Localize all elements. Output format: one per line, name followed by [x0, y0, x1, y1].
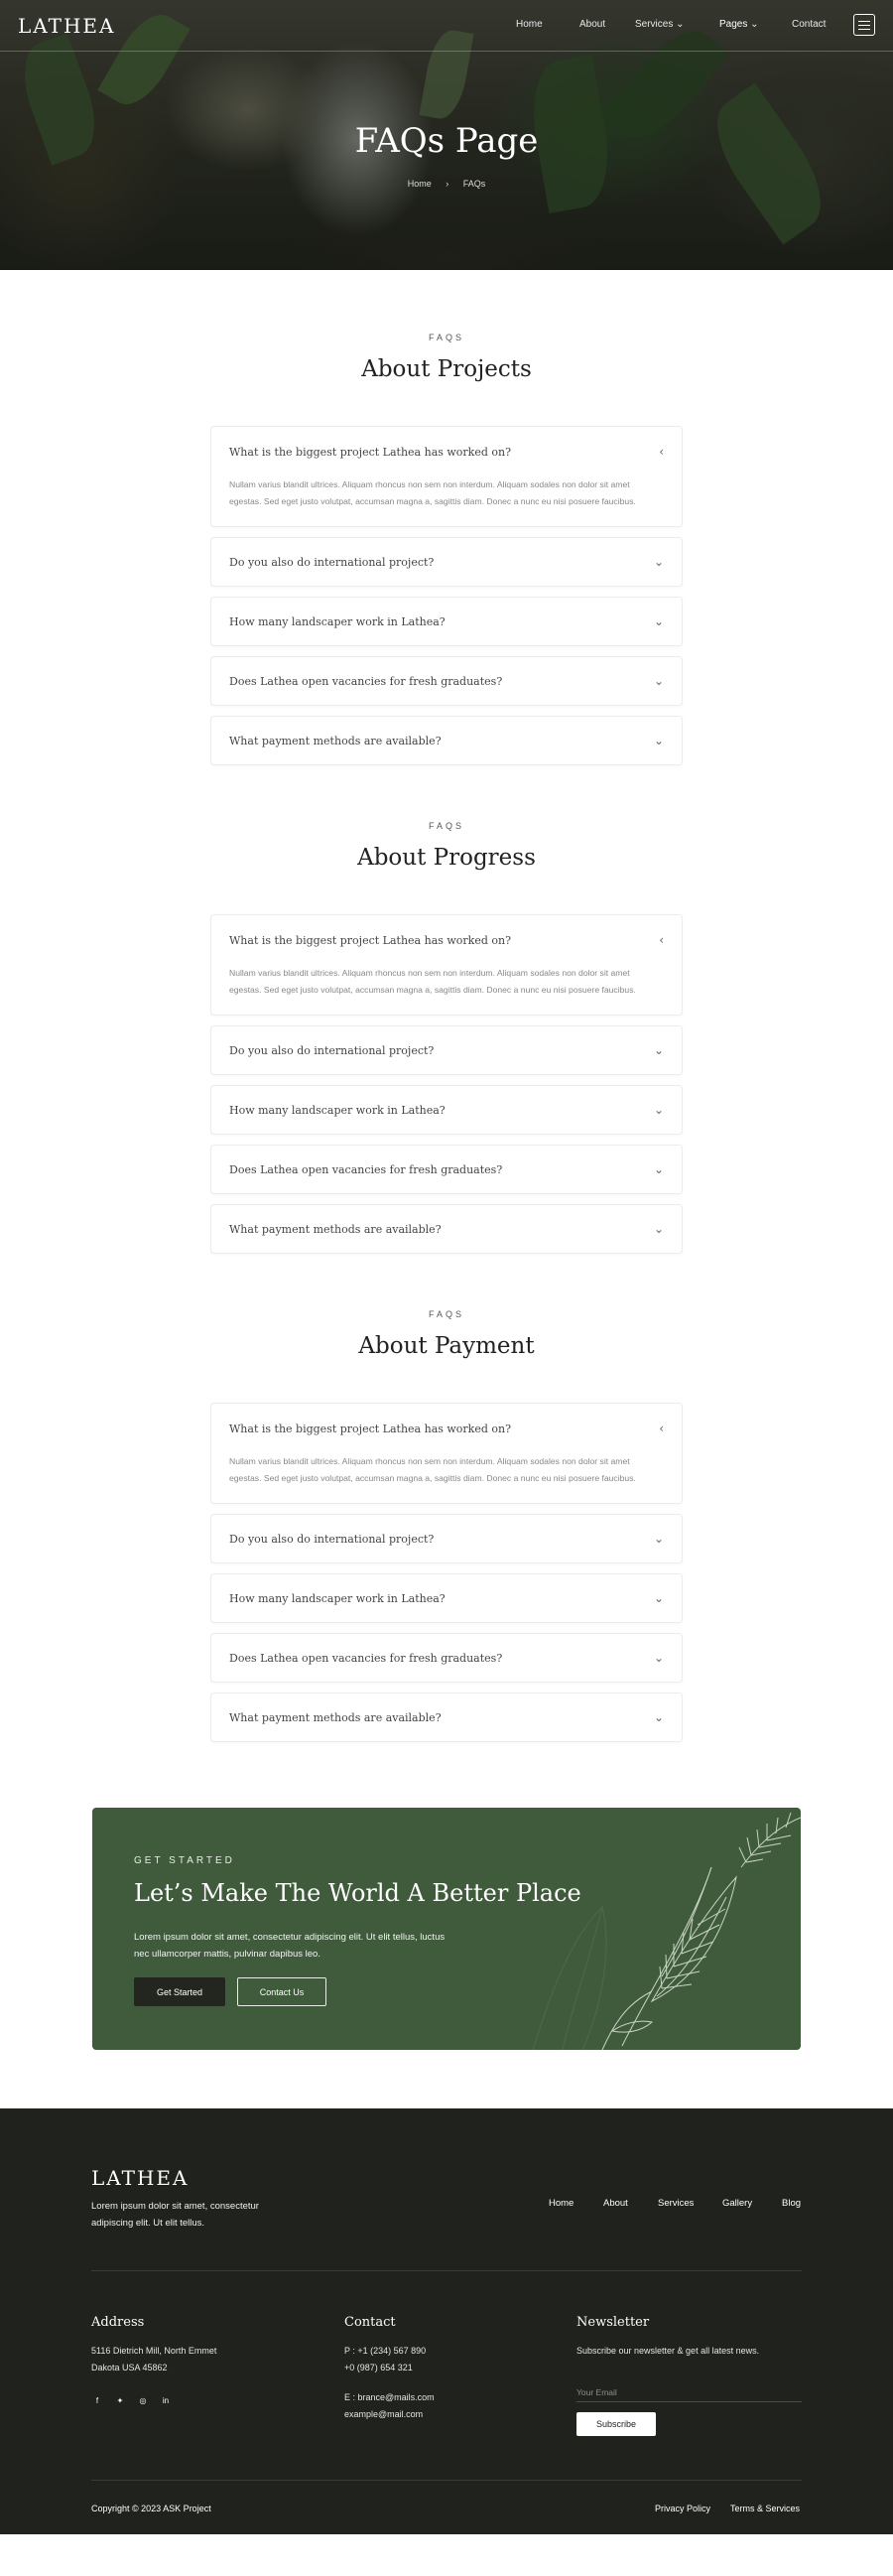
footer-logo[interactable]: LATHEA: [91, 2166, 190, 2190]
chevron-down-icon[interactable]: ⌄: [653, 555, 664, 569]
nav-pages[interactable]: Pages ⌄: [719, 19, 759, 30]
section-title: About Payment: [358, 1333, 535, 1359]
section-title: About Projects: [361, 356, 532, 382]
faq-question[interactable]: Do you also do international project?: [229, 1043, 435, 1057]
privacy-policy-link[interactable]: Privacy Policy: [655, 2504, 711, 2513]
section-eyebrow: FAQS: [428, 1309, 464, 1319]
faq-item[interactable]: [210, 656, 683, 706]
subscribe-button[interactable]: Subscribe: [576, 2412, 656, 2436]
faq-item[interactable]: [210, 1025, 683, 1075]
section-eyebrow: FAQS: [428, 333, 464, 342]
cta-title: Let’s Make The World A Better Place: [134, 1879, 581, 1907]
chevron-down-icon[interactable]: ⌄: [653, 1532, 664, 1546]
faq-question[interactable]: What payment methods are available?: [229, 1222, 442, 1236]
faq-question[interactable]: What is the biggest project Lathea has worked on?: [229, 933, 512, 947]
faq-section-progress: [0, 821, 893, 1254]
breadcrumb: [0, 179, 893, 189]
nav-about[interactable]: About: [579, 19, 606, 30]
faq-question[interactable]: What is the biggest project Lathea has worked on?: [229, 445, 512, 459]
breadcrumb-home[interactable]: Home: [407, 179, 432, 189]
newsletter-text: Subscribe our newsletter & get all latest news.: [576, 2346, 760, 2356]
top-navbar: [0, 0, 893, 52]
terms-link[interactable]: Terms & Services: [730, 2504, 801, 2513]
faq-answer: Nullam varius blandit ultrices. Aliquam rhoncus non sem non interdum. Aliquam sodales non dolor sit amet egestas. Sed eget justo volutpat, accumsan magna a, sagittis diam. Donec a nunc eu nisi posuere faucibus.: [229, 968, 636, 995]
chevron-left-icon[interactable]: ‹: [659, 1422, 664, 1435]
contact-heading: Contact: [344, 2315, 396, 2330]
faq-question[interactable]: How many landscaper work in Lathea?: [229, 1103, 446, 1117]
breadcrumb-current: FAQs: [462, 179, 486, 189]
section-title: About Progress: [357, 845, 536, 871]
faq-question[interactable]: What payment methods are available?: [229, 734, 442, 747]
faq-section-projects: [0, 333, 893, 765]
faq-question[interactable]: Do you also do international project?: [229, 1532, 435, 1546]
faq-item[interactable]: [210, 1085, 683, 1135]
contact-email-2[interactable]: example@mail.com: [344, 2409, 424, 2419]
faq-question[interactable]: How many landscaper work in Lathea?: [229, 614, 446, 628]
contact-us-button[interactable]: Contact Us: [237, 1977, 326, 2006]
footer-nav-blog[interactable]: Blog: [782, 2198, 802, 2209]
faq-question[interactable]: Does Lathea open vacancies for fresh graduates?: [229, 1651, 503, 1665]
hero-banner: [0, 0, 893, 270]
faq-item[interactable]: [210, 716, 683, 765]
faq-question[interactable]: How many landscaper work in Lathea?: [229, 1591, 446, 1605]
footer-divider: [91, 2270, 802, 2271]
chevron-down-icon[interactable]: ⌄: [653, 614, 664, 628]
get-started-button[interactable]: Get Started: [134, 1977, 225, 2006]
chevron-down-icon[interactable]: ⌄: [653, 1222, 664, 1236]
fern-illustration-icon: [503, 1808, 801, 2050]
faq-item[interactable]: [210, 1204, 683, 1254]
newsletter-heading: Newsletter: [576, 2315, 650, 2330]
chevron-down-icon[interactable]: ⌄: [653, 674, 664, 688]
cta-text: Lorem ipsum dolor sit amet, consectetur adipiscing elit. Ut elit tellus, luctus nec ullamcorper mattis, pulvinar dapibus leo.: [134, 1932, 446, 1960]
address-line-2: Dakota USA 45862: [91, 2363, 168, 2373]
faq-item[interactable]: [210, 426, 683, 527]
nav-services[interactable]: Services ⌄: [635, 19, 685, 30]
faq-answer: Nullam varius blandit ultrices. Aliquam rhoncus non sem non interdum. Aliquam sodales non dolor sit amet egestas. Sed eget justo volutpat, accumsan magna a, sagittis diam. Donec a nunc eu nisi posuere faucibus.: [229, 479, 636, 506]
faq-item[interactable]: [210, 1693, 683, 1742]
breadcrumb-separator: ›: [446, 179, 449, 189]
chevron-down-icon[interactable]: ⌄: [653, 1710, 664, 1724]
facebook-icon[interactable]: f: [95, 2396, 99, 2405]
copyright-text: Copyright © 2023 ASK Project: [91, 2504, 211, 2513]
faq-question[interactable]: Do you also do international project?: [229, 555, 435, 569]
email-input[interactable]: [576, 2382, 802, 2402]
site-footer: [0, 2108, 893, 2534]
chevron-down-icon[interactable]: ⌄: [653, 1651, 664, 1665]
faq-item[interactable]: [210, 537, 683, 587]
faq-item[interactable]: [210, 597, 683, 646]
chevron-down-icon[interactable]: ⌄: [653, 734, 664, 747]
footer-nav-home[interactable]: Home: [549, 2198, 574, 2209]
faq-section-payment: [0, 1309, 893, 1742]
chevron-down-icon[interactable]: ⌄: [653, 1103, 664, 1117]
page-title: FAQs Page: [354, 121, 539, 161]
nav-contact[interactable]: Contact: [792, 19, 827, 30]
address-heading: Address: [91, 2315, 145, 2330]
chevron-down-icon[interactable]: ⌄: [653, 1162, 664, 1176]
faq-list: [210, 426, 683, 765]
footer-nav-about[interactable]: About: [603, 2198, 628, 2209]
footer-divider: [91, 2480, 802, 2481]
contact-phone-2: +0 (987) 654 321: [344, 2363, 413, 2373]
section-eyebrow: FAQS: [428, 821, 464, 831]
faq-item[interactable]: [210, 1573, 683, 1623]
faq-question[interactable]: What is the biggest project Lathea has worked on?: [229, 1422, 512, 1435]
faq-list: [210, 914, 683, 1254]
faq-item[interactable]: [210, 1633, 683, 1683]
chevron-left-icon[interactable]: ‹: [659, 445, 664, 459]
site-logo[interactable]: LATHEA: [18, 14, 116, 38]
cta-eyebrow: GET STARTED: [134, 1855, 235, 1866]
linkedin-icon[interactable]: in: [162, 2396, 170, 2405]
faq-question[interactable]: What payment methods are available?: [229, 1710, 442, 1724]
chevron-left-icon[interactable]: ‹: [659, 933, 664, 947]
cta-banner: [92, 1808, 801, 2050]
faq-question[interactable]: Does Lathea open vacancies for fresh graduates?: [229, 1162, 503, 1176]
footer-nav-services[interactable]: Services: [658, 2198, 695, 2209]
faq-item[interactable]: [210, 1403, 683, 1504]
faq-item[interactable]: [210, 914, 683, 1016]
faq-answer: Nullam varius blandit ultrices. Aliquam rhoncus non sem non interdum. Aliquam sodales non dolor sit amet egestas. Sed eget justo volutpat, accumsan magna a, sagittis diam. Donec a nunc eu nisi posuere faucibus.: [229, 1456, 636, 1483]
nav-home[interactable]: Home: [516, 19, 543, 30]
instagram-icon[interactable]: ◎: [139, 2396, 147, 2405]
chevron-down-icon[interactable]: ⌄: [653, 1591, 664, 1605]
contact-email-1[interactable]: E : brance@mails.com: [344, 2392, 435, 2402]
footer-nav-gallery[interactable]: Gallery: [722, 2198, 753, 2209]
faq-list: [210, 1403, 683, 1742]
faq-item[interactable]: [210, 1145, 683, 1194]
chevron-down-icon[interactable]: ⌄: [653, 1043, 664, 1057]
contact-phone-1: P : +1 (234) 567 890: [344, 2346, 427, 2356]
menu-icon[interactable]: [853, 14, 875, 36]
faq-item[interactable]: [210, 1514, 683, 1563]
address-line-1: 5116 Dietrich Mill, North Emmet: [91, 2346, 217, 2356]
footer-tagline: Lorem ipsum dolor sit amet, consectetur adipiscing elit. Ut elit tellus.: [91, 2201, 259, 2229]
faq-question[interactable]: Does Lathea open vacancies for fresh graduates?: [229, 674, 503, 688]
twitter-icon[interactable]: ✦: [116, 2396, 124, 2405]
